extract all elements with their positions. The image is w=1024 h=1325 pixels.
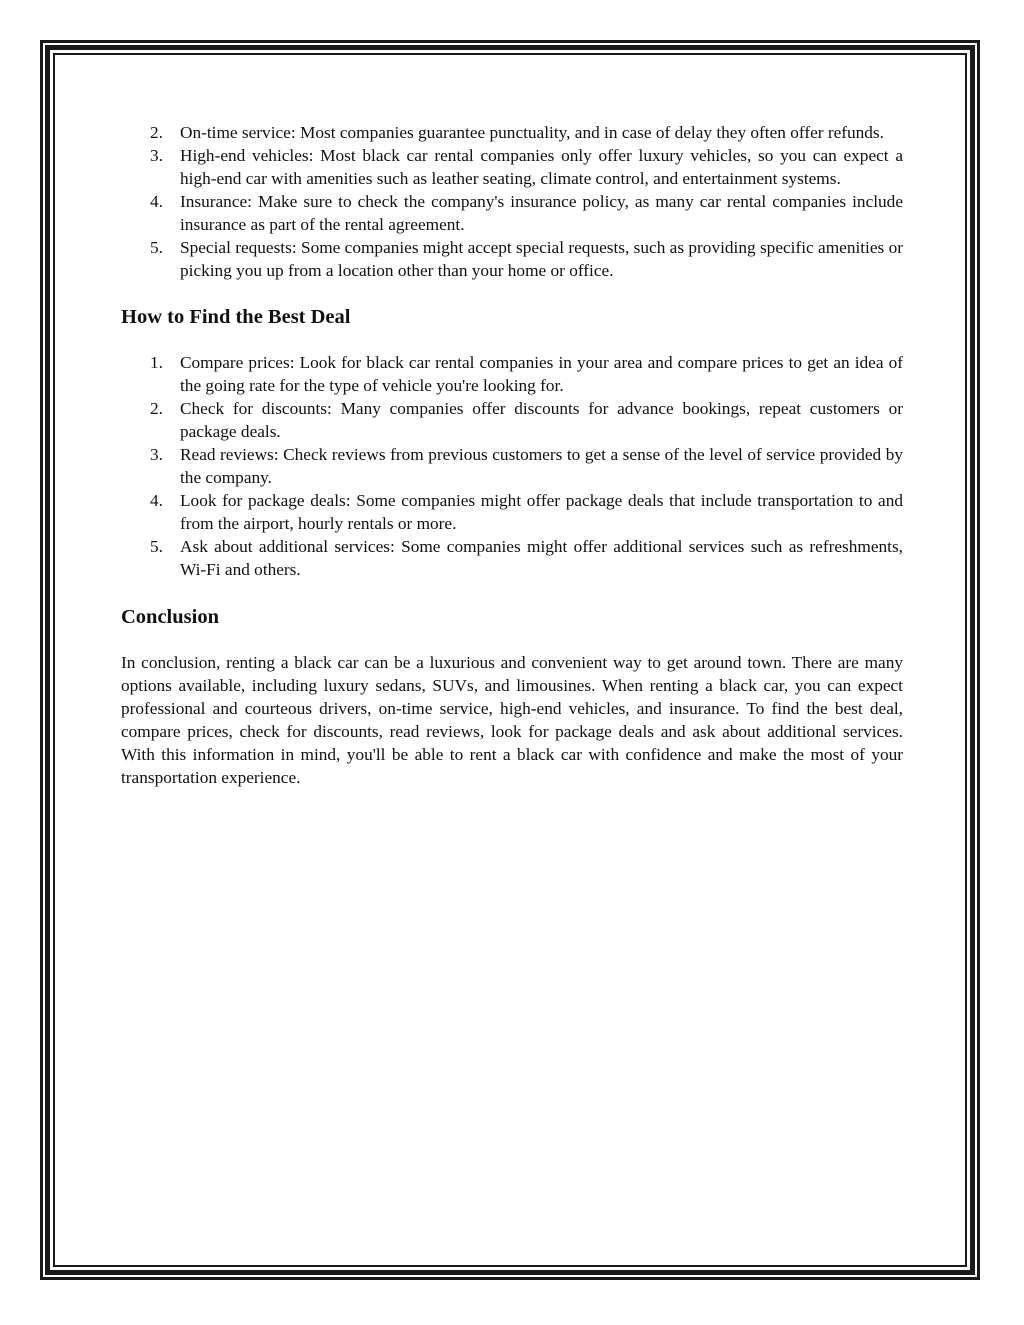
- section-heading-conclusion: Conclusion: [121, 606, 219, 628]
- list-item-text: Compare prices: Look for black car rental companies in your area and compare prices to get an idea of the going rate for the type of vehicle you're looking for.: [180, 353, 903, 395]
- list-item-text: Insurance: Make sure to check the company's insurance policy, as many car rental companies include insurance as part of the rental agreement.: [180, 192, 903, 234]
- list-item-text: High-end vehicles: Most black car rental companies only offer luxury vehicles, so you can expect a high-end car with amenities such as leather seating, climate control, and entertainment systems.: [180, 146, 903, 188]
- list-item-number: 3.: [150, 445, 163, 464]
- conclusion-paragraph: In conclusion, renting a black car can be a luxurious and convenient way to get around town. There are many options available, including luxury sedans, SUVs, and limousines. When renting a black car, you can expect professional and courteous drivers, on-time service, high-end vehicles, and insurance. To find the best deal, compare prices, check for discounts, read reviews, look for package deals and ask about additional services. With this information in mind, you'll be able to rent a black car with confidence and make the most of your transportation experience.: [121, 653, 903, 787]
- list-item-text: Read reviews: Check reviews from previous customers to get a sense of the level of service provided by the company.: [180, 445, 903, 487]
- list-item-number: 1.: [150, 353, 163, 372]
- list-item-number: 3.: [150, 146, 163, 165]
- list-item-text: Check for discounts: Many companies offer discounts for advance bookings, repeat customers or package deals.: [180, 399, 903, 441]
- list-item-number: 5.: [150, 537, 163, 556]
- list-item: [121, 443, 903, 489]
- list-item-number: 2.: [150, 399, 163, 418]
- list-item: [121, 535, 903, 581]
- section-heading-best-deal: How to Find the Best Deal: [121, 306, 351, 328]
- benefits-list-continued: [121, 121, 903, 282]
- best-deal-list: [121, 351, 903, 581]
- list-item-number: 5.: [150, 238, 163, 257]
- list-item-number: 4.: [150, 192, 163, 211]
- list-item-number: 4.: [150, 491, 163, 510]
- list-item-number: 2.: [150, 123, 163, 142]
- list-item-text: Special requests: Some companies might accept special requests, such as providing specific amenities or picking you up from a location other than your home or office.: [180, 238, 903, 280]
- list-item: [121, 489, 903, 535]
- list-item: [121, 144, 903, 190]
- list-item: [121, 190, 903, 236]
- list-item-text: On-time service: Most companies guarantee punctuality, and in case of delay they often offer refunds.: [180, 123, 884, 142]
- list-item: [121, 351, 903, 397]
- document-body: [121, 121, 903, 789]
- list-item: [121, 236, 903, 282]
- list-item-text: Ask about additional services: Some companies might offer additional services such as refreshments, Wi-Fi and others.: [180, 537, 903, 579]
- list-item: [121, 121, 903, 144]
- list-item: [121, 397, 903, 443]
- list-item-text: Look for package deals: Some companies might offer package deals that include transportation to and from the airport, hourly rentals or more.: [180, 491, 903, 533]
